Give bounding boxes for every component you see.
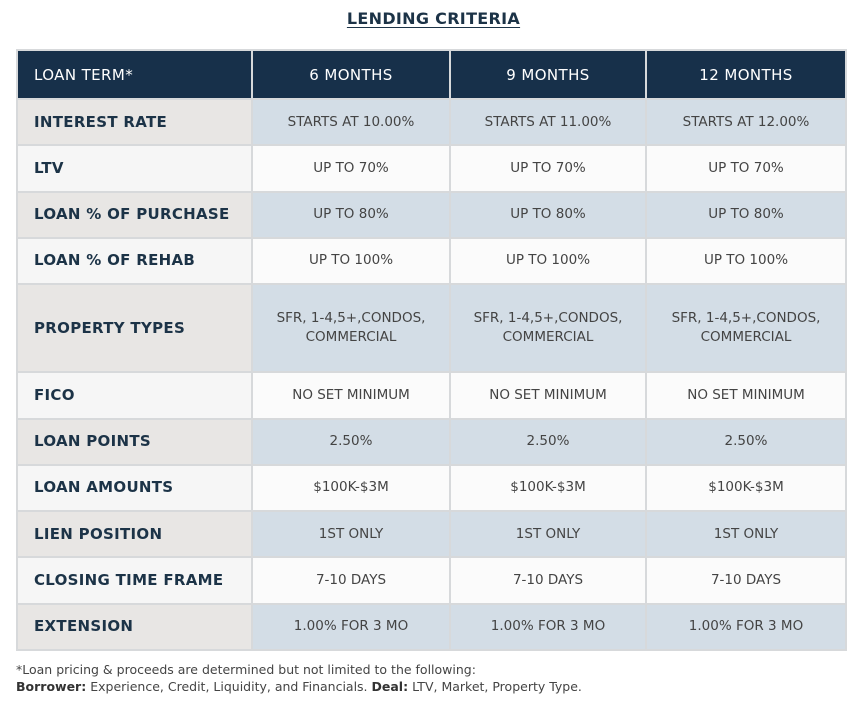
table-cell: 1.00% FOR 3 MO bbox=[646, 604, 846, 650]
table-cell: SFR, 1-4,5+,CONDOS, COMMERCIAL bbox=[450, 284, 646, 372]
table-cell: UP TO 80% bbox=[646, 192, 846, 238]
table-cell: STARTS AT 12.00% bbox=[646, 99, 846, 145]
table-cell: SFR, 1-4,5+,CONDOS, COMMERCIAL bbox=[646, 284, 846, 372]
table-row bbox=[17, 604, 846, 650]
table-cell: NO SET MINIMUM bbox=[252, 372, 450, 418]
deal-label: Deal: bbox=[371, 679, 409, 694]
page-title: LENDING CRITERIA bbox=[346, 9, 521, 28]
table-cell: SFR, 1-4,5+,CONDOS, COMMERCIAL bbox=[252, 284, 450, 372]
row-label: PROPERTY TYPES bbox=[17, 284, 252, 372]
table-cell: 1.00% FOR 3 MO bbox=[450, 604, 646, 650]
row-label: LOAN AMOUNTS bbox=[17, 465, 252, 511]
table-cell: 2.50% bbox=[450, 419, 646, 465]
table-row bbox=[17, 238, 846, 284]
row-label: LOAN % OF REHAB bbox=[17, 238, 252, 284]
row-label: LTV bbox=[17, 145, 252, 191]
table-cell: UP TO 100% bbox=[450, 238, 646, 284]
table-cell: 1ST ONLY bbox=[252, 511, 450, 557]
table-cell: UP TO 70% bbox=[252, 145, 450, 191]
table-cell: UP TO 70% bbox=[646, 145, 846, 191]
row-label: EXTENSION bbox=[17, 604, 252, 650]
footnote-detail bbox=[16, 678, 582, 695]
table-row bbox=[17, 511, 846, 557]
table-cell: UP TO 80% bbox=[450, 192, 646, 238]
table-cell: $100K-$3M bbox=[450, 465, 646, 511]
borrower-label: Borrower: bbox=[16, 679, 87, 694]
table-cell: $100K-$3M bbox=[646, 465, 846, 511]
table-cell: STARTS AT 11.00% bbox=[450, 99, 646, 145]
row-label: FICO bbox=[17, 372, 252, 418]
table-cell: 7-10 DAYS bbox=[252, 557, 450, 603]
term-header-12-months: 12 MONTHS bbox=[646, 50, 846, 99]
table-cell: UP TO 80% bbox=[252, 192, 450, 238]
table-cell: STARTS AT 10.00% bbox=[252, 99, 450, 145]
table-cell: UP TO 100% bbox=[252, 238, 450, 284]
table-cell: 2.50% bbox=[646, 419, 846, 465]
table-row bbox=[17, 465, 846, 511]
footnote-line: *Loan pricing & proceeds are determined but not limited to the following: bbox=[16, 662, 476, 677]
table-cell: NO SET MINIMUM bbox=[450, 372, 646, 418]
table-row bbox=[17, 372, 846, 418]
table-cell: 1.00% FOR 3 MO bbox=[252, 604, 450, 650]
table-cell: UP TO 100% bbox=[646, 238, 846, 284]
row-label: LIEN POSITION bbox=[17, 511, 252, 557]
deal-text: LTV, Market, Property Type. bbox=[408, 679, 582, 694]
table-row bbox=[17, 99, 846, 145]
table-cell: 1ST ONLY bbox=[450, 511, 646, 557]
table-cell: 7-10 DAYS bbox=[450, 557, 646, 603]
footnote bbox=[16, 661, 582, 695]
row-label: INTEREST RATE bbox=[17, 99, 252, 145]
table-cell: $100K-$3M bbox=[252, 465, 450, 511]
row-label: LOAN % OF PURCHASE bbox=[17, 192, 252, 238]
lending-criteria-table bbox=[16, 49, 847, 651]
table-row bbox=[17, 557, 846, 603]
term-header-6-months: 6 MONTHS bbox=[252, 50, 450, 99]
table-cell: 1ST ONLY bbox=[646, 511, 846, 557]
table-cell: UP TO 70% bbox=[450, 145, 646, 191]
table-row bbox=[17, 192, 846, 238]
table-cell: NO SET MINIMUM bbox=[646, 372, 846, 418]
borrower-text: Experience, Credit, Liquidity, and Financials. bbox=[86, 679, 372, 694]
loan-term-header: LOAN TERM* bbox=[17, 50, 252, 99]
table-row bbox=[17, 284, 846, 372]
table-cell: 2.50% bbox=[252, 419, 450, 465]
table-row bbox=[17, 145, 846, 191]
table-row bbox=[17, 419, 846, 465]
term-header-9-months: 9 MONTHS bbox=[450, 50, 646, 99]
row-label: CLOSING TIME FRAME bbox=[17, 557, 252, 603]
table-header-row bbox=[17, 50, 846, 99]
row-label: LOAN POINTS bbox=[17, 419, 252, 465]
table-cell: 7-10 DAYS bbox=[646, 557, 846, 603]
